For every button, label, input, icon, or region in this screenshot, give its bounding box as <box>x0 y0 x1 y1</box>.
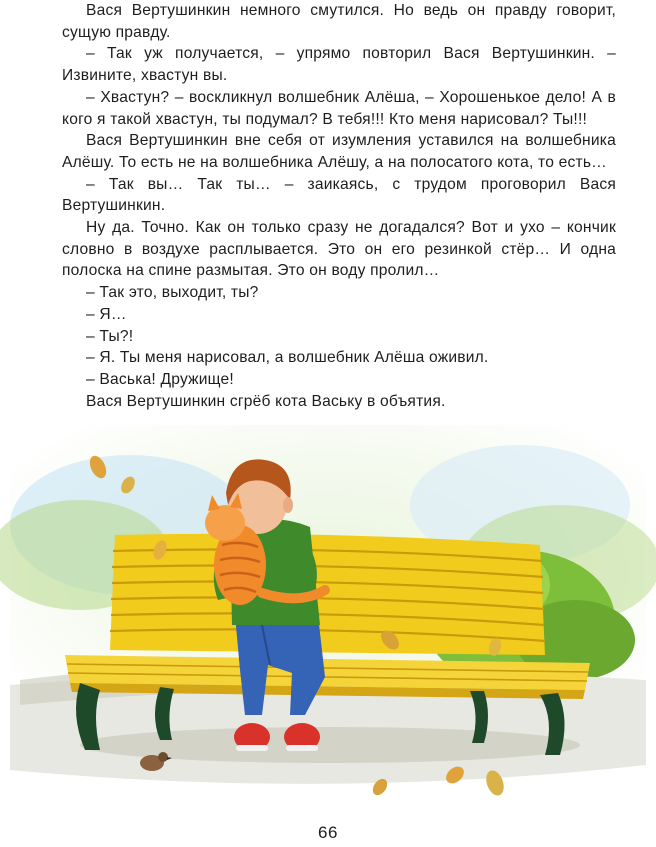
paragraph: Вася Вертушинкин сгрёб кота Ваську в объятия. <box>86 392 446 410</box>
paragraph: – Хвастун? – воскликнул волшебник Алёша, – Хорошенькое дело! А в кого я такой хвастун, ты подумал? В тебя!!! Кто меня нарисовал? Ты!!! <box>62 88 616 128</box>
paragraph: – Ты?! <box>86 327 134 345</box>
paragraph: Ну да. Точно. Как он только сразу не догадался? Вот и ухо – кончик словно в воздухе расплывается. Это он его резинкой стёр… И одна полоска на спине размытая. Это он воду пролил… <box>62 219 616 280</box>
paragraph: – Я… <box>86 305 127 323</box>
illustration-boy-hugging-cat-on-bench <box>0 415 656 815</box>
page-number: 66 <box>318 823 338 842</box>
paragraph: – Так это, выходит, ты? <box>86 284 259 302</box>
paragraph: – Так вы… Так ты… – заикаясь, с трудом проговорил Вася Вертушинкин. <box>62 175 616 215</box>
paragraph: Вася Вертушинкин немного смутился. Но ведь он правду говорит, сущую правду. <box>62 2 616 41</box>
paragraph: Вася Вертушинкин вне себя от изумления уставился на волшебника Алёшу. То есть не на волшебника Алёшу, а на полосатого кота, то есть… <box>62 132 616 171</box>
paragraph: – Я. Ты меня нарисовал, а волшебник Алёша оживил. <box>86 349 489 367</box>
story-text <box>62 0 616 412</box>
paragraph: – Васька! Дружище! <box>86 370 234 388</box>
paragraph: – Так уж получается, – упрямо повторил Вася Вертушинкин. – Извините, хвастун вы. <box>62 45 616 85</box>
